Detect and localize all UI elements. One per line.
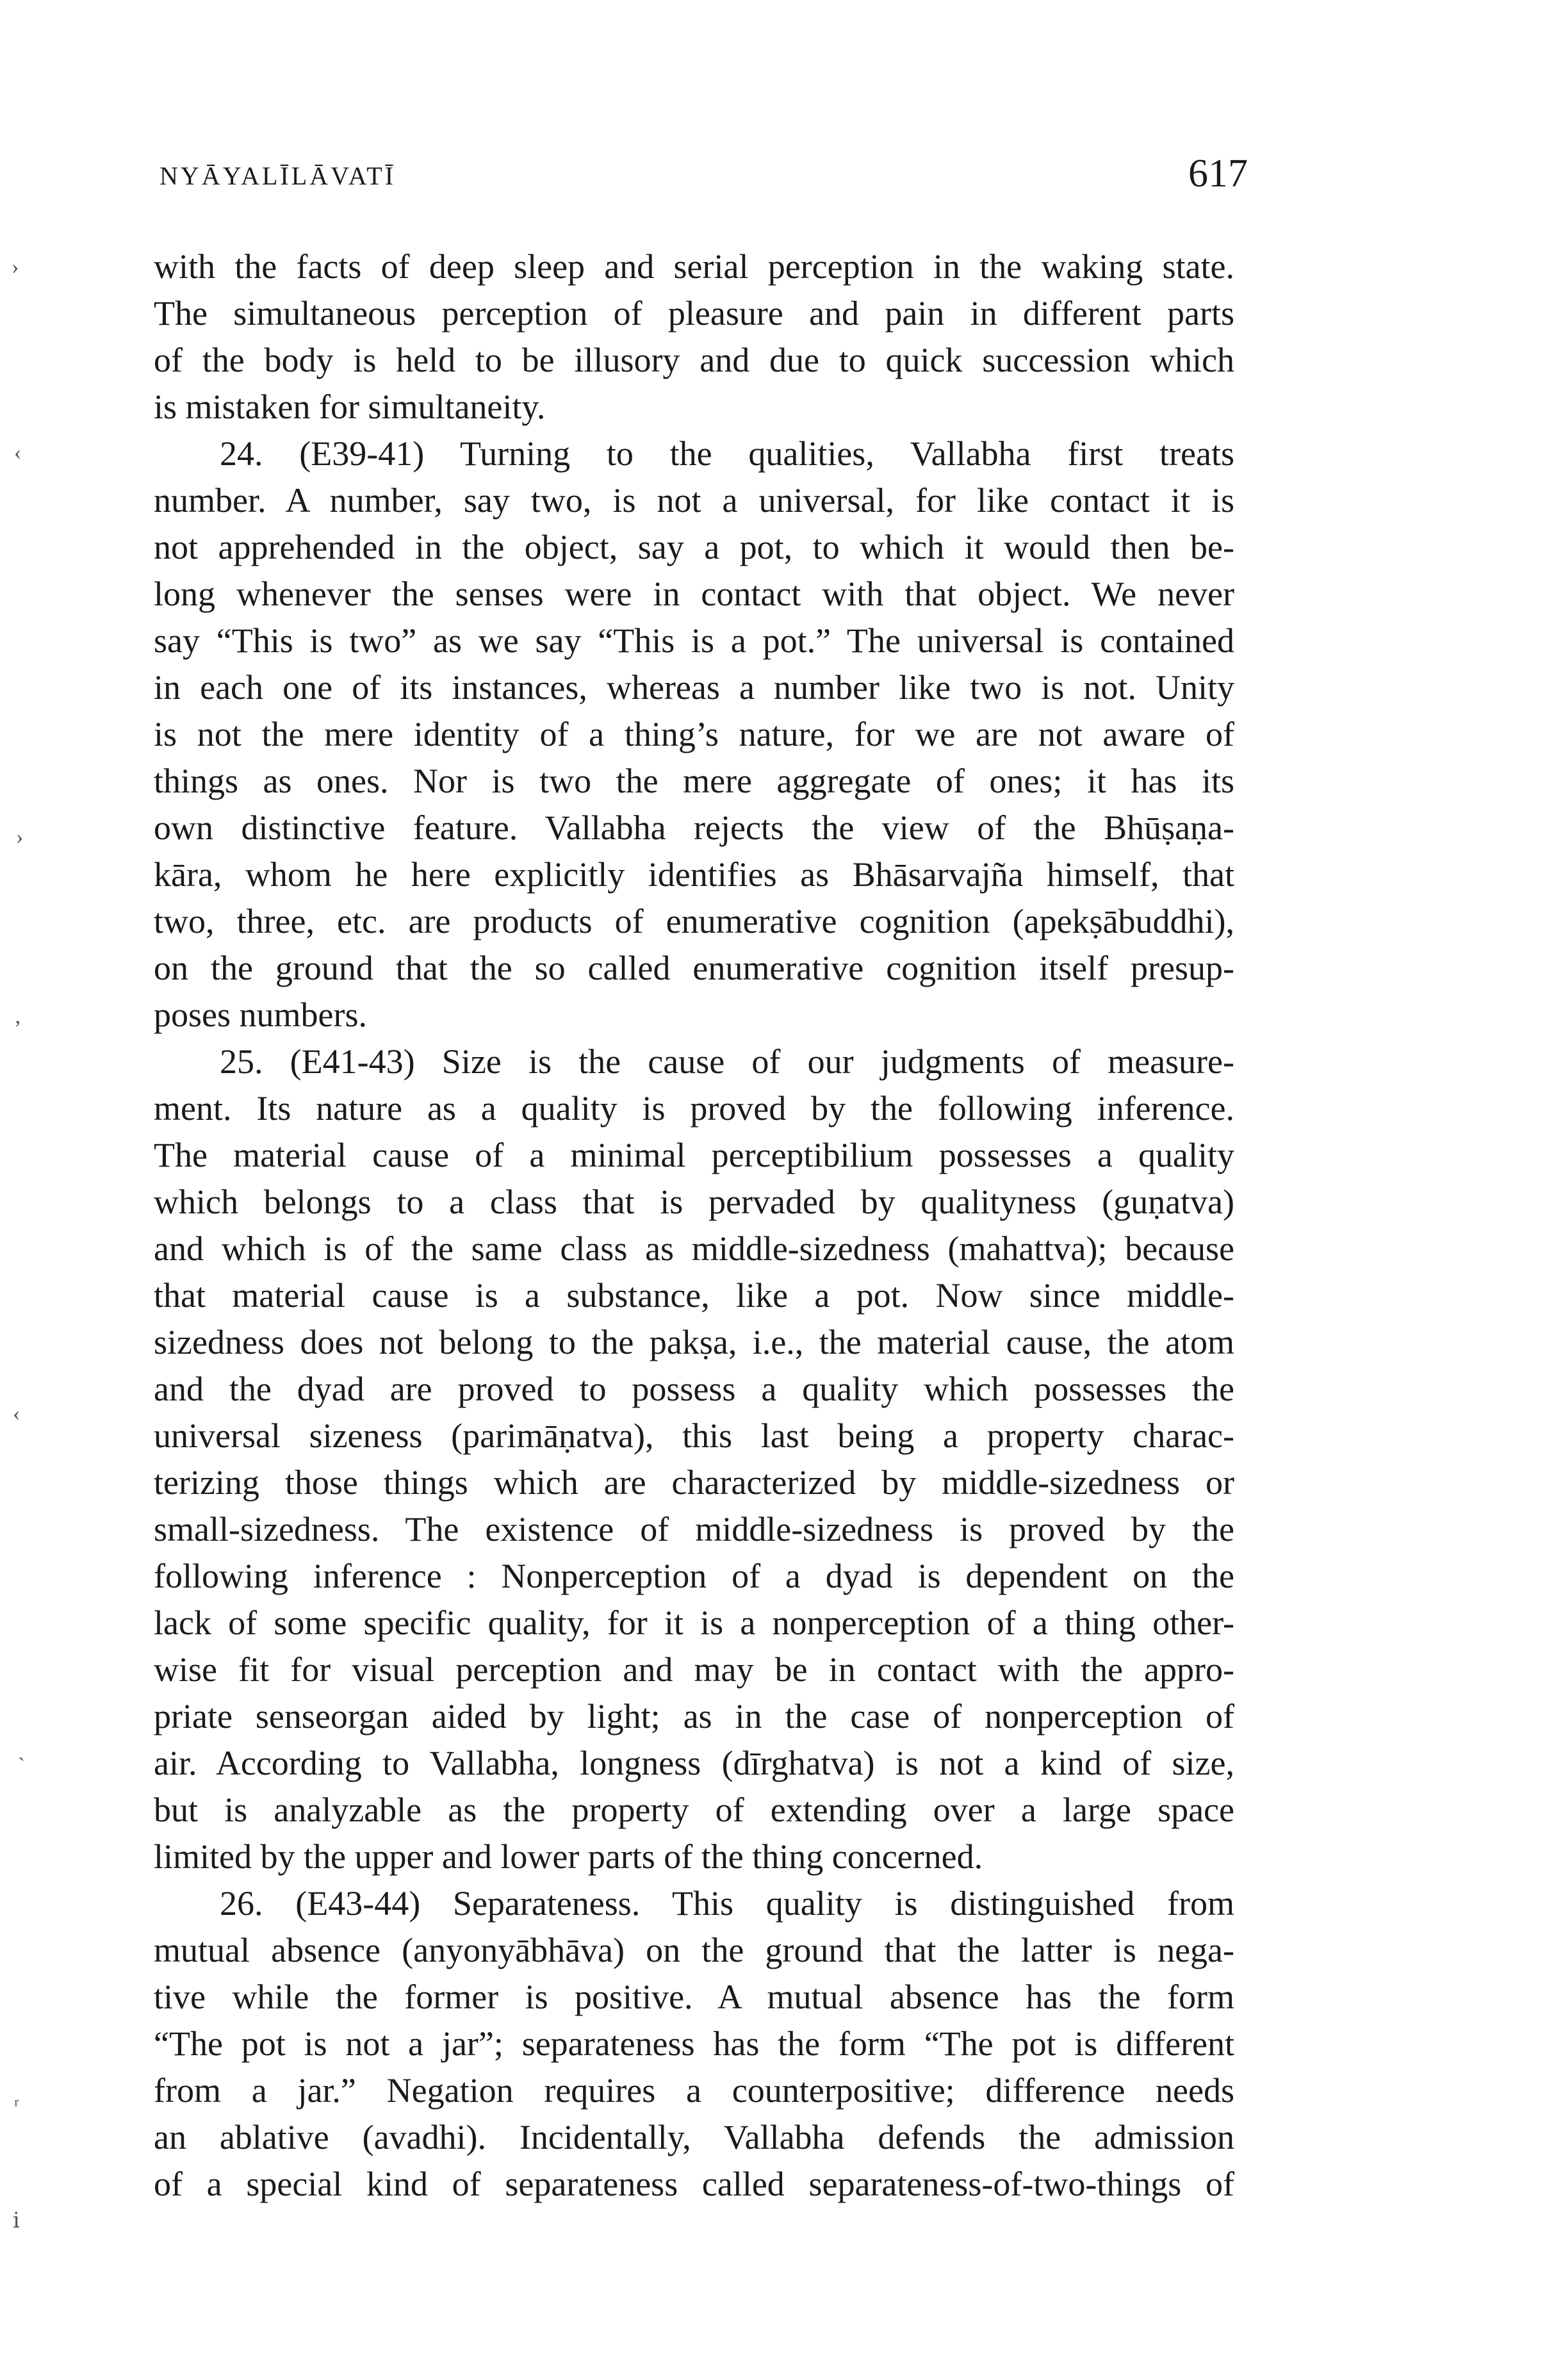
body-text: [154, 243, 1234, 2208]
running-title: NYĀYALĪLĀVATĪ: [160, 161, 397, 190]
text-line: in each one of its instances, whereas a number like two is not. Unity: [154, 668, 1234, 707]
page-number: 617: [1188, 152, 1248, 195]
text-line: from a jar.” Negation requires a counterpositive; difference needs: [154, 2071, 1234, 2110]
scan-mark: ‹: [13, 1402, 20, 1425]
text-line: limited by the upper and lower parts of the thing concerned.: [154, 1837, 983, 1876]
text-line: say “This is two” as we say “This is a pot.” The universal is contained: [154, 621, 1234, 660]
text-line: sizedness does not belong to the pakṣa, i.e., the material cause, the atom: [154, 1323, 1234, 1361]
text-line: 25. (E41-43) Size is the cause of our judgments of measure-: [220, 1042, 1234, 1081]
text-line: 24. (E39-41) Turning to the qualities, Vallabha first treats: [220, 434, 1234, 473]
text-line: following inference : Nonperception of a dyad is dependent on the: [154, 1557, 1234, 1595]
text-line: of the body is held to be illusory and due to quick succession which: [154, 341, 1234, 379]
scan-mark: ‹: [14, 441, 22, 464]
text-line: an ablative (avadhi). Incidentally, Vallabha defends the admission: [154, 2118, 1234, 2156]
scan-mark: ʳ: [14, 2094, 19, 2117]
text-line: is mistaken for simultaneity.: [154, 388, 546, 426]
text-line: universal sizeness (parimāṇatva), this last being a property charac-: [154, 1416, 1234, 1455]
text-line: number. A number, say two, is not a universal, for like contact it is: [154, 481, 1234, 520]
text-line: terizing those things which are characterized by middle-sizedness or: [154, 1463, 1234, 1502]
text-line: small-sizedness. The existence of middle-sizedness is proved by the: [154, 1510, 1234, 1548]
text-line: “The pot is not a jar”; separateness has the form “The pot is different: [154, 2024, 1234, 2063]
text-line: of a special kind of separateness called separateness-of-two-things of: [154, 2165, 1234, 2203]
text-line: priate senseorgan aided by light; as in the case of nonperception of: [154, 1697, 1234, 1736]
text-line: wise fit for visual perception and may be in contact with the appro-: [154, 1650, 1234, 1689]
text-line: two, three, etc. are products of enumerative cognition (apekṣābuddhi),: [154, 902, 1234, 940]
text-line: which belongs to a class that is pervaded by qualityness (guṇatva): [154, 1183, 1234, 1221]
scan-mark: ›: [16, 825, 24, 849]
text-line: The simultaneous perception of pleasure and pain in different parts: [154, 294, 1234, 332]
scan-mark: ›: [12, 255, 19, 279]
text-line: and the dyad are proved to possess a quality which possesses the: [154, 1370, 1234, 1408]
text-line: poses numbers.: [154, 996, 367, 1034]
text-line: and which is of the same class as middle-sizedness (mahattva); because: [154, 1229, 1234, 1268]
scan-mark: ˋ: [18, 1754, 26, 1778]
text-line: ment. Its nature as a quality is proved by the following inference.: [154, 1089, 1234, 1128]
text-line: with the facts of deep sleep and serial perception in the waking state.: [154, 247, 1234, 286]
text-line: The material cause of a minimal perceptibilium possesses a quality: [154, 1136, 1234, 1174]
text-line: things as ones. Nor is two the mere aggregate of ones; it has its: [154, 762, 1234, 800]
text-line: long whenever the senses were in contact with that object. We never: [154, 575, 1234, 613]
scan-mark: ⅰ: [13, 2209, 20, 2233]
text-line: tive while the former is positive. A mutual absence has the form: [154, 1978, 1234, 2016]
text-line: air. According to Vallabha, longness (dīrghatva) is not a kind of size,: [154, 1744, 1234, 1782]
text-line: not apprehended in the object, say a pot, to which it would then be-: [154, 528, 1234, 566]
text-line: 26. (E43-44) Separateness. This quality is distinguished from: [220, 1884, 1234, 1923]
text-line: on the ground that the so called enumerative cognition itself presup-: [154, 949, 1234, 987]
text-line: mutual absence (anyonyābhāva) on the ground that the latter is nega-: [154, 1931, 1234, 1969]
text-line: that material cause is a substance, like a pot. Now since middle-: [154, 1276, 1234, 1315]
text-line: own distinctive feature. Vallabha rejects the view of the Bhūṣaṇa-: [154, 808, 1234, 847]
text-line: is not the mere identity of a thing’s nature, for we are not aware of: [154, 715, 1234, 753]
scan-mark: ‚: [14, 1005, 22, 1028]
text-line: but is analyzable as the property of extending over a large space: [154, 1791, 1234, 1829]
text-line: lack of some specific quality, for it is a nonperception of a thing other-: [154, 1604, 1234, 1642]
text-line: kāra, whom he here explicitly identifies as Bhāsarvajña himself, that: [154, 855, 1234, 894]
